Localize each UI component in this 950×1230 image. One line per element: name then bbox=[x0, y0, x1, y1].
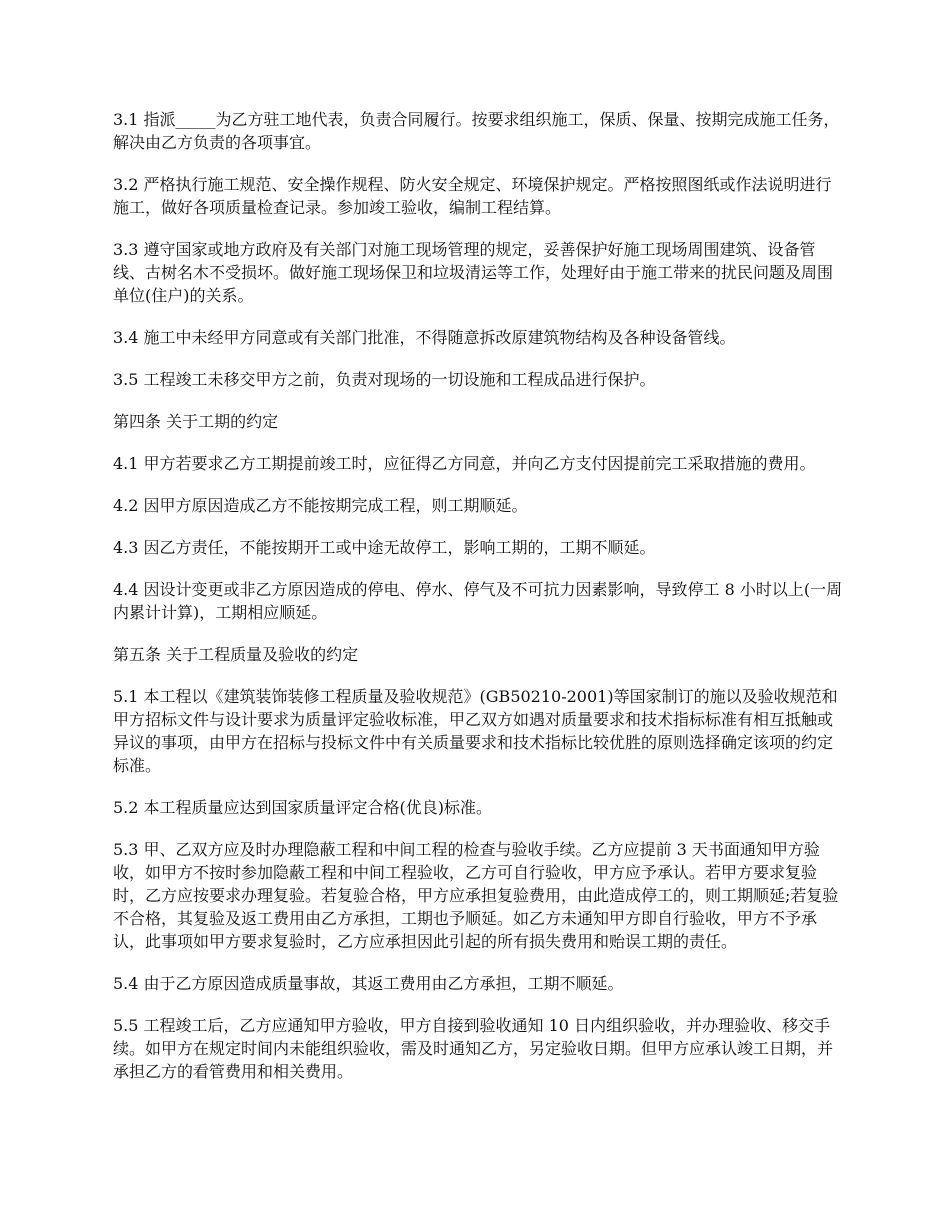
clause-5-2: 5.2 本工程质量应达到国家质量评定合格(优良)标准。 bbox=[113, 798, 493, 817]
clause-3-5: 3.5 工程竣工未移交甲方之前，负责对现场的一切设施和工程成品进行保护。 bbox=[113, 370, 656, 389]
clause-5-1: 5.1 本工程以《建筑装饰装修工程质量及验收规范》(GB50210-2001)等国家制订的施以及验收规范和甲方招标文件与设计要求为质量评定验收标准，甲乙双方如遇对质量要求和技术指标标准有相互抵触或异议的事项，由甲方在招标与投标文件中有关质量要求和技术指标比较优胜的原则选择确定该项的约定标准。 bbox=[113, 687, 838, 775]
clause-4-1: 4.1 甲方若要求乙方工期提前竣工时，应征得乙方同意，并向乙方支付因提前完工采取措施的费用。 bbox=[113, 454, 816, 473]
clause-4-2: 4.2 因甲方原因造成乙方不能按期完成工程，则工期顺延。 bbox=[113, 496, 528, 515]
document-body bbox=[113, 108, 843, 1102]
article-4-heading: 第四条 关于工期的约定 bbox=[113, 412, 279, 431]
article-5-heading: 第五条 关于工程质量及验收的约定 bbox=[113, 645, 359, 664]
clause-5-5: 5.5 工程竣工后，乙方应通知甲方验收，甲方自接到验收通知 10 日内组织验收，并办理验收、移交手续。如甲方在规定时间内未能组织验收，需及时通知乙方，另定验收日期。但甲方应承认竣工日期，并承担乙方的看管费用和相关费用。 bbox=[113, 1016, 834, 1081]
clause-3-1: 3.1 指派_____为乙方驻工地代表，负责合同履行。按要求组织施工，保质、保量、按期完成施工任务，解决由乙方负责的各项事宜。 bbox=[113, 110, 840, 152]
clause-3-3: 3.3 遵守国家或地方政府及有关部门对施工现场管理的规定，妥善保护好施工现场周围建筑、设备管线、古树名木不受损坏。做好施工现场保卫和垃圾清运等工作，处理好由于施工带来的扰民问题及周围单位(住户)的关系。 bbox=[113, 240, 834, 305]
clause-3-2: 3.2 严格执行施工规范、安全操作规程、防火安全规定、环境保护规定。严格按照图纸或作法说明进行施工，做好各项质量检查记录。参加竣工验收，编制工程结算。 bbox=[113, 175, 832, 217]
clause-5-3: 5.3 甲、乙双方应及时办理隐蔽工程和中间工程的检查与验收手续。乙方应提前 3 天书面通知甲方验收，如甲方不按时参加隐蔽工程和中间工程验收，乙方可自行验收，甲方应予承认。若甲方要求复验时，乙方应按要求办理复验。若复验合格，甲方应承担复验费用，由此造成停工的，则工期顺延;若复验不合格，其复验及返工费用由乙方承担，工期也予顺延。如乙方未通知甲方即自行验收，甲方不予承认，此事项如甲方要求复验时，乙方应承担因此引起的所有损失费用和贻误工期的责任。 bbox=[113, 840, 839, 951]
clause-4-3: 4.3 因乙方责任，不能按期开工或中途无故停工，影响工期的，工期不顺延。 bbox=[113, 538, 656, 557]
clause-4-4: 4.4 因设计变更或非乙方原因造成的停电、停水、停气及不可抗力因素影响，导致停工 8 小时以上(一周内累计计算)，工期相应顺延。 bbox=[113, 580, 843, 622]
clause-5-4: 5.4 由于乙方原因造成质量事故，其返工费用由乙方承担，工期不顺延。 bbox=[113, 974, 624, 993]
clause-3-4: 3.4 施工中未经甲方同意或有关部门批准，不得随意拆改原建筑物结构及各种设备管线。 bbox=[113, 328, 736, 347]
